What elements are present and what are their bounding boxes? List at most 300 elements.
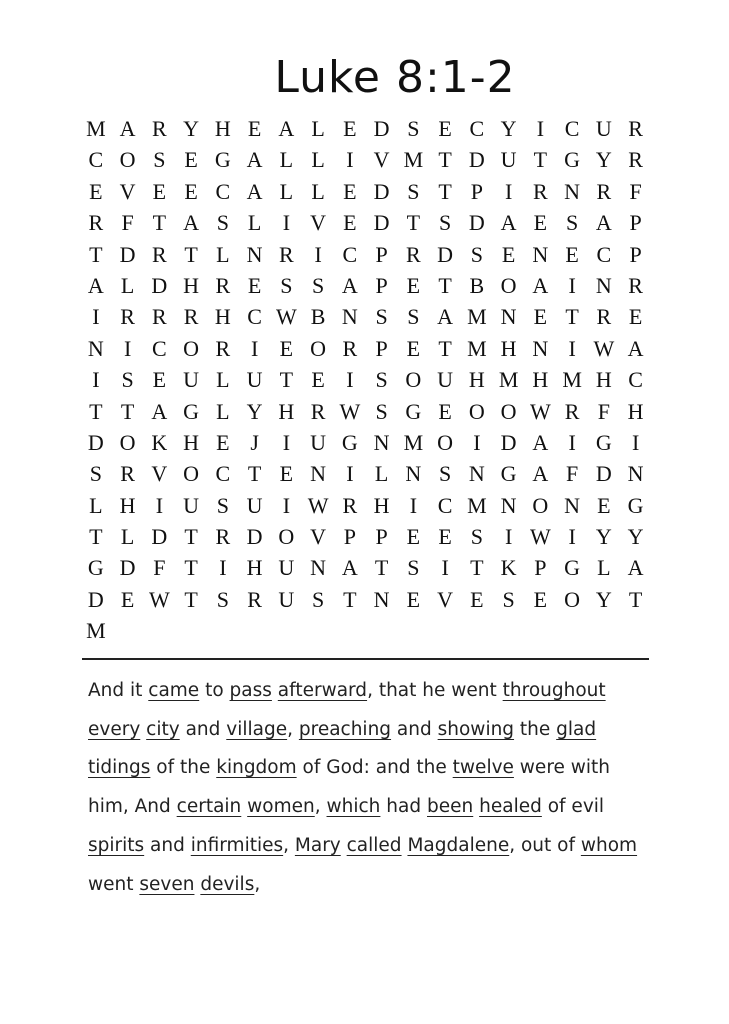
grid-letter: A — [500, 210, 517, 236]
grid-letter: O — [183, 461, 200, 487]
grid-letter: L — [374, 461, 389, 487]
grid-letter: R — [152, 304, 167, 330]
grid-letter: E — [533, 210, 548, 236]
grid-letter: S — [470, 524, 483, 550]
grid-letter: A — [278, 116, 295, 141]
grid-letter: T — [120, 398, 135, 424]
grid-letter: H — [500, 335, 517, 361]
grid-letter: R — [279, 241, 294, 267]
grid-letter: Y — [500, 116, 517, 141]
grid-letter: W — [593, 335, 615, 361]
grid-letter: I — [314, 241, 322, 267]
grid-letter: V — [119, 178, 136, 204]
grid-letter: C — [437, 492, 453, 518]
grid-letter: R — [120, 461, 135, 487]
grid-letter: N — [468, 461, 485, 487]
grid-letter: H — [595, 367, 612, 393]
grid-letter: P — [534, 555, 547, 581]
grid-letter: I — [441, 555, 449, 581]
grid-letter: D — [119, 241, 136, 267]
grid-letter: R — [342, 492, 358, 518]
passage-text: , — [254, 873, 261, 895]
grid-letter: R — [120, 304, 135, 330]
word-search-grid — [80, 113, 652, 647]
grid-letter: V — [373, 147, 390, 173]
grid-letter: P — [629, 241, 642, 267]
grid-letter: U — [310, 429, 327, 455]
grid-letter: U — [278, 555, 295, 581]
grid-letter: M — [562, 367, 582, 393]
grid-letter: W — [275, 304, 297, 330]
grid-letter: C — [596, 241, 612, 267]
grid-letter: I — [473, 429, 481, 455]
grid-letter: G — [564, 147, 581, 173]
grid-letter: M — [403, 147, 424, 173]
grid-letter: O — [119, 147, 136, 173]
grid-letter: G — [183, 398, 200, 424]
search-word: seven — [139, 873, 195, 895]
grid-letter: I — [282, 429, 291, 455]
grid-letter: M — [467, 492, 487, 518]
grid-letter: S — [89, 461, 102, 487]
grid-letter: T — [565, 304, 579, 330]
grid-letter: U — [246, 492, 263, 518]
grid-letter: O — [183, 335, 200, 361]
grid-letter: E — [247, 272, 262, 298]
grid-letter: G — [214, 147, 231, 173]
grid-letter: O — [278, 524, 295, 550]
grid-letter: H — [119, 492, 136, 518]
grid-letter: S — [121, 367, 134, 393]
grid-letter: O — [500, 398, 517, 424]
grid-letter: I — [504, 524, 513, 550]
grid-letter: I — [155, 492, 164, 518]
grid-letter: V — [310, 524, 327, 550]
grid-letter: T — [279, 367, 294, 393]
grid-letter: A — [119, 116, 136, 141]
grid-letter: S — [470, 241, 483, 267]
grid-letter: Y — [595, 147, 612, 173]
grid-letter: C — [152, 335, 167, 361]
grid-letter: H — [468, 367, 485, 393]
grid-letter: I — [536, 116, 545, 141]
grid-letter: H — [373, 492, 390, 518]
grid-letter: A — [341, 272, 358, 298]
search-word: called — [346, 834, 402, 856]
grid-letter: L — [279, 178, 294, 204]
grid-letter: S — [502, 586, 515, 612]
grid-letter: G — [341, 429, 358, 455]
grid-letter: A — [532, 272, 549, 298]
grid-letter: N — [87, 335, 104, 361]
grid-letter: E — [343, 116, 357, 141]
grid-letter: N — [532, 241, 549, 267]
grid-letter: L — [247, 210, 262, 236]
passage-text: , — [314, 796, 327, 818]
search-word: women — [247, 796, 315, 818]
grid-letter: R — [88, 210, 104, 236]
grid-letter: Y — [595, 524, 612, 550]
grid-letter: O — [532, 492, 549, 518]
grid-letter: P — [470, 178, 483, 204]
grid-letter: E — [438, 116, 452, 141]
grid-letter: G — [87, 555, 104, 581]
grid-letter: U — [183, 492, 200, 518]
grid-letter: N — [564, 178, 581, 204]
grid-letter: W — [307, 492, 329, 518]
grid-letter: D — [500, 429, 517, 455]
grid-letter: T — [406, 210, 421, 236]
grid-letter: N — [405, 461, 422, 487]
grid-letter: E — [533, 586, 548, 612]
grid-letter: G — [595, 429, 612, 455]
grid-letter: T — [438, 147, 452, 173]
grid-letter: N — [564, 492, 581, 518]
grid-letter: E — [501, 241, 516, 267]
passage-text: to — [199, 680, 230, 701]
grid-letter: N — [373, 586, 390, 612]
grid-letter: L — [311, 116, 325, 141]
grid-letter: I — [346, 147, 354, 173]
search-word: pass — [229, 680, 272, 701]
search-word: city — [146, 718, 180, 740]
grid-letter: S — [216, 586, 229, 612]
grid-letter: M — [403, 429, 424, 455]
grid-letter: T — [343, 586, 357, 612]
grid-letter: G — [405, 398, 422, 424]
grid-letter: L — [597, 555, 611, 581]
grid-letter: E — [184, 147, 198, 173]
grid-letter: H — [627, 398, 644, 424]
grid-letter: A — [532, 429, 549, 455]
grid-letter: E — [438, 524, 452, 550]
grid-letter: I — [346, 367, 354, 393]
grid-letter: E — [597, 492, 611, 518]
grid-letter: D — [151, 524, 168, 550]
grid-letter: N — [373, 429, 390, 455]
grid-letter: I — [219, 555, 227, 581]
grid-letter: I — [282, 210, 291, 236]
grid-letter: D — [87, 586, 104, 612]
grid-letter: L — [120, 524, 135, 550]
grid-letter: L — [311, 147, 325, 173]
grid-letter: E — [533, 304, 548, 330]
grid-letter: U — [183, 367, 200, 393]
grid-letter: A — [595, 210, 612, 236]
grid-letter: L — [279, 147, 294, 173]
grid-letter: R — [628, 272, 643, 298]
grid-letter: I — [123, 335, 132, 361]
search-word: every — [88, 718, 141, 740]
grid-letter: A — [341, 555, 358, 581]
grid-letter: F — [629, 178, 642, 204]
passage-text: and — [179, 718, 227, 740]
passage-text: , out of — [509, 834, 581, 856]
grid-letter: D — [373, 116, 390, 141]
grid-letter: V — [151, 461, 168, 487]
search-word: devils — [200, 873, 255, 895]
grid-letter: S — [375, 398, 388, 424]
grid-letter: C — [215, 461, 231, 487]
grid-letter: E — [343, 210, 357, 236]
grid-letter: I — [250, 335, 259, 361]
search-word: kingdom — [216, 757, 297, 779]
grid-letter: W — [529, 524, 551, 550]
grid-letter: I — [92, 367, 100, 393]
grid-letter: L — [120, 272, 135, 298]
grid-letter: D — [246, 524, 263, 550]
grid-letter: Y — [627, 524, 644, 550]
grid-letter: R — [628, 147, 643, 173]
grid-letter: T — [89, 398, 103, 424]
grid-letter: I — [504, 178, 513, 204]
grid-letter: S — [280, 272, 293, 298]
grid-letter: C — [564, 116, 580, 141]
grid-letter: P — [375, 272, 388, 298]
grid-letter: T — [470, 555, 484, 581]
grid-letter: E — [247, 116, 262, 141]
grid-letter: O — [564, 586, 581, 612]
grid-letter: K — [500, 555, 517, 581]
search-word: Magdalene — [407, 834, 510, 856]
grid-letter: S — [407, 555, 420, 581]
grid-letter: A — [532, 461, 549, 487]
grid-letter: N — [500, 492, 517, 518]
grid-letter: P — [375, 524, 388, 550]
grid-letter: T — [247, 461, 262, 487]
grid-letter: A — [246, 147, 263, 173]
grid-letter: W — [148, 586, 170, 612]
grid-letter: A — [246, 178, 263, 204]
grid-letter: C — [247, 304, 262, 330]
grid-letter: O — [468, 398, 485, 424]
grid-letter: L — [311, 178, 325, 204]
grid-letter: E — [406, 335, 421, 361]
grid-letter: S — [439, 210, 452, 236]
grid-letter: M — [86, 116, 106, 141]
grid-letter: B — [310, 304, 326, 330]
grid-letter: B — [469, 272, 485, 298]
grid-letter: S — [566, 210, 579, 236]
grid-letter: W — [529, 398, 551, 424]
grid-letter: R — [215, 272, 231, 298]
grid-letter: F — [153, 555, 166, 581]
grid-letter: R — [183, 304, 199, 330]
grid-letter: T — [89, 524, 103, 550]
search-word: spirits — [88, 834, 145, 856]
grid-letter: V — [310, 210, 327, 236]
grid-letter: G — [564, 555, 581, 581]
passage-text: , that he went — [367, 680, 503, 701]
grid-letter: C — [215, 178, 231, 204]
grid-letter: S — [312, 586, 325, 612]
grid-letter: O — [437, 429, 454, 455]
grid-letter: F — [597, 398, 610, 424]
passage-text: of the — [150, 757, 217, 779]
search-word: glad — [556, 718, 597, 740]
grid-letter: D — [437, 241, 454, 267]
grid-letter: G — [500, 461, 517, 487]
grid-letter: A — [87, 272, 104, 298]
scripture-passage — [88, 672, 648, 904]
grid-letter: M — [467, 335, 487, 361]
grid-letter: R — [152, 241, 167, 267]
grid-letter: E — [184, 178, 198, 204]
grid-letter: I — [282, 492, 291, 518]
grid-letter: D — [87, 429, 104, 455]
grid-letter: T — [152, 210, 167, 236]
grid-letter: T — [89, 241, 103, 267]
grid-letter: E — [120, 586, 135, 612]
grid-letter: D — [119, 555, 136, 581]
passage-text: had — [380, 796, 427, 818]
grid-letter: T — [374, 555, 389, 581]
grid-letter: S — [216, 210, 229, 236]
grid-letter: R — [564, 398, 580, 424]
grid-letter: I — [568, 335, 576, 361]
search-word: Mary — [294, 834, 341, 856]
grid-letter: P — [375, 335, 388, 361]
grid-letter: O — [310, 335, 327, 361]
grid-letter: E — [470, 586, 484, 612]
passage-text: And it — [88, 680, 149, 701]
grid-letter: T — [184, 586, 198, 612]
search-word: throughout — [502, 680, 606, 701]
passage-text: of evil — [541, 796, 605, 818]
grid-letter: S — [407, 178, 420, 204]
grid-letter: S — [439, 461, 452, 487]
grid-letter: H — [532, 367, 549, 393]
grid-letter: S — [153, 147, 166, 173]
grid-letter: T — [533, 147, 548, 173]
grid-letter: U — [595, 116, 612, 141]
grid-letter: I — [568, 429, 576, 455]
grid-letter: N — [310, 461, 327, 487]
grid-letter: N — [310, 555, 327, 581]
grid-letter: N — [627, 461, 644, 487]
passage-text: the — [514, 718, 557, 740]
grid-letter: S — [407, 304, 420, 330]
grid-letter: R — [628, 116, 643, 141]
grid-letter: E — [152, 178, 167, 204]
grid-letter: I — [568, 524, 576, 550]
grid-letter: I — [346, 461, 354, 487]
grid-letter: M — [86, 618, 106, 644]
search-word: certain — [176, 796, 242, 818]
grid-letter: S — [375, 304, 388, 330]
grid-letter: E — [565, 241, 579, 267]
grid-letter: R — [247, 586, 262, 612]
passage-text: , — [287, 718, 299, 740]
grid-letter: T — [628, 586, 643, 612]
grid-letter: R — [215, 335, 231, 361]
grid-letter: R — [596, 304, 612, 330]
grid-letter: C — [628, 367, 643, 393]
grid-letter: P — [343, 524, 356, 550]
grid-letter: I — [92, 304, 100, 330]
grid-letter: T — [438, 178, 452, 204]
grid-letter: E — [279, 461, 294, 487]
grid-letter: E — [406, 586, 421, 612]
grid-letter: A — [183, 210, 200, 236]
grid-letter: H — [183, 429, 200, 455]
grid-letter: P — [375, 241, 388, 267]
grid-letter: R — [406, 241, 421, 267]
grid-letter: N — [500, 304, 517, 330]
grid-letter: N — [341, 304, 358, 330]
grid-letter: M — [498, 367, 519, 393]
grid-letter: L — [216, 241, 230, 267]
grid-letter: C — [469, 116, 485, 141]
grid-letter: G — [627, 492, 644, 518]
grid-letter: D — [468, 147, 485, 173]
grid-letter: D — [595, 461, 612, 487]
passage-text: and — [144, 834, 191, 856]
search-word: preaching — [298, 718, 392, 740]
grid-letter: N — [246, 241, 263, 267]
grid-letter: I — [409, 492, 418, 518]
grid-letter: F — [566, 461, 579, 487]
grid-letter: Y — [595, 586, 612, 612]
grid-letter: L — [89, 492, 103, 518]
grid-letter: Y — [183, 116, 200, 141]
grid-letter: S — [375, 367, 388, 393]
grid-letter: E — [406, 524, 421, 550]
search-word: been — [427, 796, 474, 818]
grid-letter: U — [437, 367, 454, 393]
passage-text: went — [88, 873, 140, 895]
grid-letter: L — [216, 398, 230, 424]
divider-line — [82, 658, 649, 660]
search-word: village — [226, 718, 288, 740]
grid-letter: N — [595, 272, 612, 298]
grid-letter: R — [533, 178, 548, 204]
grid-letter: R — [215, 524, 231, 550]
grid-letter: R — [342, 335, 358, 361]
grid-letter: M — [467, 304, 487, 330]
grid-letter: A — [151, 398, 168, 424]
grid-letter: R — [310, 398, 326, 424]
search-word: showing — [437, 718, 515, 740]
grid-letter: E — [438, 398, 452, 424]
grid-letter: T — [184, 241, 198, 267]
grid-letter: H — [214, 304, 231, 330]
passage-text: , — [283, 834, 295, 856]
grid-letter: I — [631, 429, 640, 455]
grid-letter: D — [151, 272, 168, 298]
grid-letter: U — [500, 147, 517, 173]
grid-letter: D — [373, 178, 390, 204]
search-word: whom — [580, 834, 638, 856]
grid-letter: N — [532, 335, 549, 361]
grid-letter: H — [214, 116, 231, 141]
grid-letter: Y — [246, 398, 263, 424]
grid-letter: E — [628, 304, 643, 330]
grid-letter: R — [152, 116, 167, 141]
grid-letter: I — [568, 272, 576, 298]
grid-letter: U — [246, 367, 263, 393]
grid-letter: O — [500, 272, 517, 298]
passage-text: of God: and the — [296, 757, 453, 779]
passage-text: and — [391, 718, 438, 740]
grid-letter: R — [596, 178, 612, 204]
grid-letter: S — [312, 272, 325, 298]
search-word: twelve — [452, 757, 514, 779]
grid-letter: E — [216, 429, 230, 455]
grid-letter: C — [88, 147, 104, 173]
grid-letter: S — [407, 116, 420, 141]
grid-letter: A — [627, 555, 644, 581]
